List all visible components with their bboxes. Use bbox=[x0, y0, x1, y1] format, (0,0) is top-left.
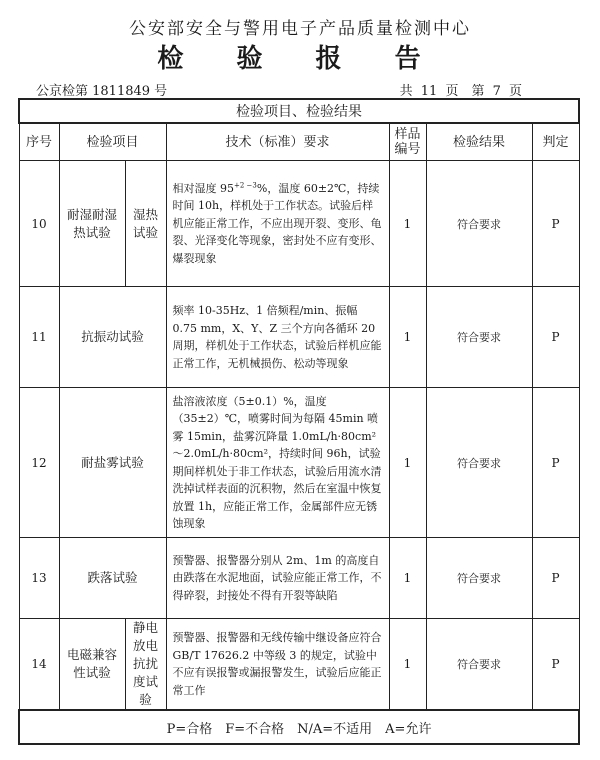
table-row bbox=[19, 538, 579, 619]
requirement-text: 频率 10-35Hz、1 倍频程/min、振幅 0.75 mm，X、Y、Z 三个方向各循环 20 周期，样机处于工作状态，试验后样机应能正常工作，无机械损伤、松动等现象 bbox=[166, 287, 389, 388]
sample-number: 1 bbox=[389, 619, 426, 711]
test-item: 耐湿耐湿热试验 bbox=[59, 161, 125, 287]
verdict: P bbox=[532, 388, 579, 538]
verdict: P bbox=[532, 161, 579, 287]
requirement-text: 预警器、报警器和无线传输中继设备应符合 GB/T 17626.2 中等级 3 的规定，试验中不应有误报警或漏报警发生，试验后应能正常工作 bbox=[166, 619, 389, 711]
sample-number: 1 bbox=[389, 287, 426, 388]
col-header-seq: 序号 bbox=[19, 123, 59, 161]
test-result: 符合要求 bbox=[426, 619, 532, 711]
requirement-text: 预警器、报警器分别从 2m、1m 的高度自由跌落在水泥地面，试验应能正常工作，不得碎裂，封接处不得有开裂等缺陷 bbox=[166, 538, 389, 619]
test-item: 电磁兼容性试验 bbox=[59, 619, 125, 711]
col-header-requirement: 技术（标准）要求 bbox=[166, 123, 389, 161]
requirement-text bbox=[166, 161, 389, 287]
verdict: P bbox=[532, 619, 579, 711]
test-result: 符合要求 bbox=[426, 538, 532, 619]
verdict-legend: P=合格 F=不合格 N/A=不适用 A=允许 bbox=[19, 710, 579, 744]
row-number: 13 bbox=[19, 538, 59, 619]
requirement-text-post: %，温度 60±2℃，持续时间 10h，样机处于工作状态。试验后样机应能正常工作，不应出现开裂、变形、龟裂、光泽变化等现象，密封处不应有变形、爆裂现象 bbox=[172, 181, 382, 265]
table-row bbox=[19, 161, 579, 287]
test-subitem: 湿热试验 bbox=[125, 161, 166, 287]
test-item: 跌落试验 bbox=[59, 538, 166, 619]
page-info: 共 11 页 第 7 页 bbox=[399, 84, 522, 99]
row-number: 11 bbox=[19, 287, 59, 388]
table-row bbox=[19, 619, 579, 711]
sample-number: 1 bbox=[389, 388, 426, 538]
verdict: P bbox=[532, 287, 579, 388]
report-title: 检 验 报 告 bbox=[157, 44, 443, 74]
test-item: 耐盐雾试验 bbox=[59, 388, 166, 538]
section-title: 检验项目、检验结果 bbox=[19, 99, 579, 123]
table-row bbox=[19, 388, 579, 538]
sample-number: 1 bbox=[389, 538, 426, 619]
test-result: 符合要求 bbox=[426, 388, 532, 538]
requirement-text-pre: 相对湿度 95 bbox=[172, 181, 234, 195]
inspection-results-table bbox=[18, 98, 580, 745]
col-header-item: 检验项目 bbox=[59, 123, 166, 161]
col-header-verdict: 判定 bbox=[532, 123, 579, 161]
col-header-result: 检验结果 bbox=[426, 123, 532, 161]
table-header-row bbox=[19, 123, 579, 161]
table-row bbox=[19, 287, 579, 388]
test-item: 抗振动试验 bbox=[59, 287, 166, 388]
row-number: 12 bbox=[19, 388, 59, 538]
report-number: 公京检第 1811849 号 bbox=[36, 84, 168, 99]
test-result: 符合要求 bbox=[426, 161, 532, 287]
test-result: 符合要求 bbox=[426, 287, 532, 388]
row-number: 14 bbox=[19, 619, 59, 711]
testing-center-name: 公安部安全与警用电子产品质量检测中心 bbox=[129, 19, 471, 39]
row-number: 10 bbox=[19, 161, 59, 287]
tolerance-text: +2 −3 bbox=[234, 181, 257, 190]
requirement-text: 盐溶液浓度（5±0.1）%，温度（35±2）℃，喷雾时间为每隔 45min 喷雾 15min，盐雾沉降量 1.0mL/h·80cm²～2.0mL/h·80cm²，持续时间 96h，试验期间样机处于非工作状态，试验后用流水清洗掉试样表面的沉积物，然后在室温中恢复放置 1h，应能正常工作，金属部件应无锈蚀现象 bbox=[166, 388, 389, 538]
verdict: P bbox=[532, 538, 579, 619]
test-subitem: 静电放电抗扰度试验 bbox=[125, 619, 166, 711]
col-header-sample-no: 样品编号 bbox=[389, 123, 426, 161]
sample-number: 1 bbox=[389, 161, 426, 287]
